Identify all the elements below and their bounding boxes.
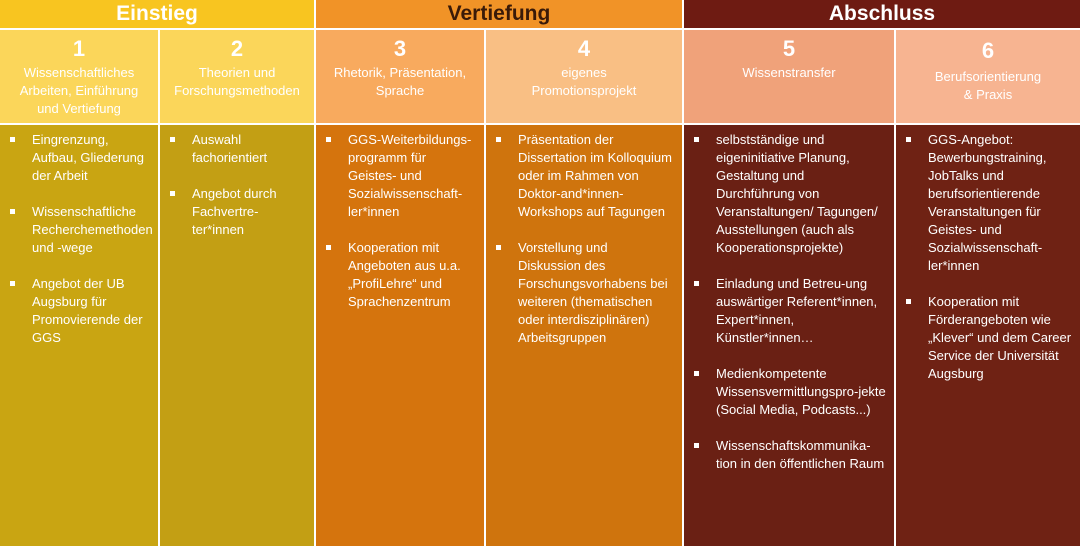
column-4-number: 4 bbox=[577, 36, 591, 61]
column-2-number: 2 bbox=[230, 36, 244, 61]
column-6-number: 6 bbox=[981, 38, 995, 63]
list-item: GGS-Angebot: Bewerbungstraining, JobTalks und berufsorientierende Veranstaltungen für Geistes- und Sozialwissenschaft-ler*innen bbox=[906, 131, 1072, 275]
column-1-body bbox=[0, 125, 158, 546]
column-4-title: eigenes Promotionsprojekt bbox=[531, 65, 637, 98]
column-3-body bbox=[316, 125, 484, 546]
column-4-header bbox=[486, 30, 682, 123]
column-6-body bbox=[896, 125, 1080, 546]
column-2 bbox=[160, 30, 314, 546]
list-item: Wissenschaftskommunika-tion in den öffentlichen Raum bbox=[694, 437, 886, 473]
list-item: Angebot der UB Augsburg für Promovierende der GGS bbox=[10, 275, 150, 347]
column-1-header bbox=[0, 30, 158, 123]
list-item: Wissenschaftliche Recherchemethoden und -wege bbox=[10, 203, 150, 257]
column-2-title: Theorien und Forschungsmethoden bbox=[174, 65, 300, 98]
column-4 bbox=[486, 30, 682, 546]
list-item: Präsentation der Dissertation im Kolloquium oder im Rahmen von Doktor-and*innen-Workshops auf Tagungen bbox=[496, 131, 674, 221]
column-3 bbox=[316, 30, 484, 546]
column-1 bbox=[0, 30, 158, 546]
column-6 bbox=[896, 30, 1080, 546]
column-5 bbox=[684, 30, 894, 546]
column-3-number: 3 bbox=[393, 36, 407, 61]
column-1-number: 1 bbox=[72, 36, 86, 61]
list-item: Eingrenzung, Aufbau, Gliederung der Arbeit bbox=[10, 131, 150, 185]
column-6-header bbox=[896, 30, 1080, 123]
column-2-body bbox=[160, 125, 314, 546]
column-5-title: Wissenstransfer bbox=[742, 65, 836, 80]
column-1-title: Wissenschaftliches Arbeiten, Einführung und Vertiefung bbox=[19, 65, 139, 116]
phase-abschluss: Abschluss bbox=[684, 0, 1080, 28]
column-5-number: 5 bbox=[782, 36, 796, 61]
column-5-header bbox=[684, 30, 894, 123]
phase-einstieg: Einstieg bbox=[0, 0, 314, 28]
column-3-title: Rhetorik, Präsentation, Sprache bbox=[333, 65, 467, 98]
list-item: Angebot durch Fachvertre-ter*innen bbox=[170, 185, 306, 239]
phase-vertiefung: Vertiefung bbox=[316, 0, 682, 28]
list-item: selbstständige und eigeninitiative Planung, Gestaltung und Durchführung von Veranstaltungen/ Tagungen/ Ausstellungen (auch als Kooperationsprojekte) bbox=[694, 131, 886, 257]
list-item: GGS-Weiterbildungs-programm für Geistes- und Sozialwissenschaft-ler*innen bbox=[326, 131, 476, 221]
list-item: Vorstellung und Diskussion des Forschungsvorhabens bei weiteren (thematischen oder interdisziplinären) Arbeitsgruppen bbox=[496, 239, 674, 347]
list-item: Auswahl fachorientiert bbox=[170, 131, 306, 167]
list-item: Kooperation mit Angeboten aus u.a. „ProfiLehre“ und Sprachenzentrum bbox=[326, 239, 476, 311]
list-item: Einladung und Betreu-ung auswärtiger Referent*innen, Expert*innen, Künstler*innen… bbox=[694, 275, 886, 347]
list-item: Medienkompetente Wissensvermittlungspro-jekte (Social Media, Podcasts...) bbox=[694, 365, 886, 419]
list-item: Kooperation mit Förderangeboten wie „Klever“ und dem Career Service der Universität Augsburg bbox=[906, 293, 1072, 383]
column-5-body bbox=[684, 125, 894, 546]
column-4-body bbox=[486, 125, 682, 546]
column-6-title: Berufsorientierung & Praxis bbox=[934, 69, 1042, 102]
column-3-header bbox=[316, 30, 484, 123]
column-2-header bbox=[160, 30, 314, 123]
